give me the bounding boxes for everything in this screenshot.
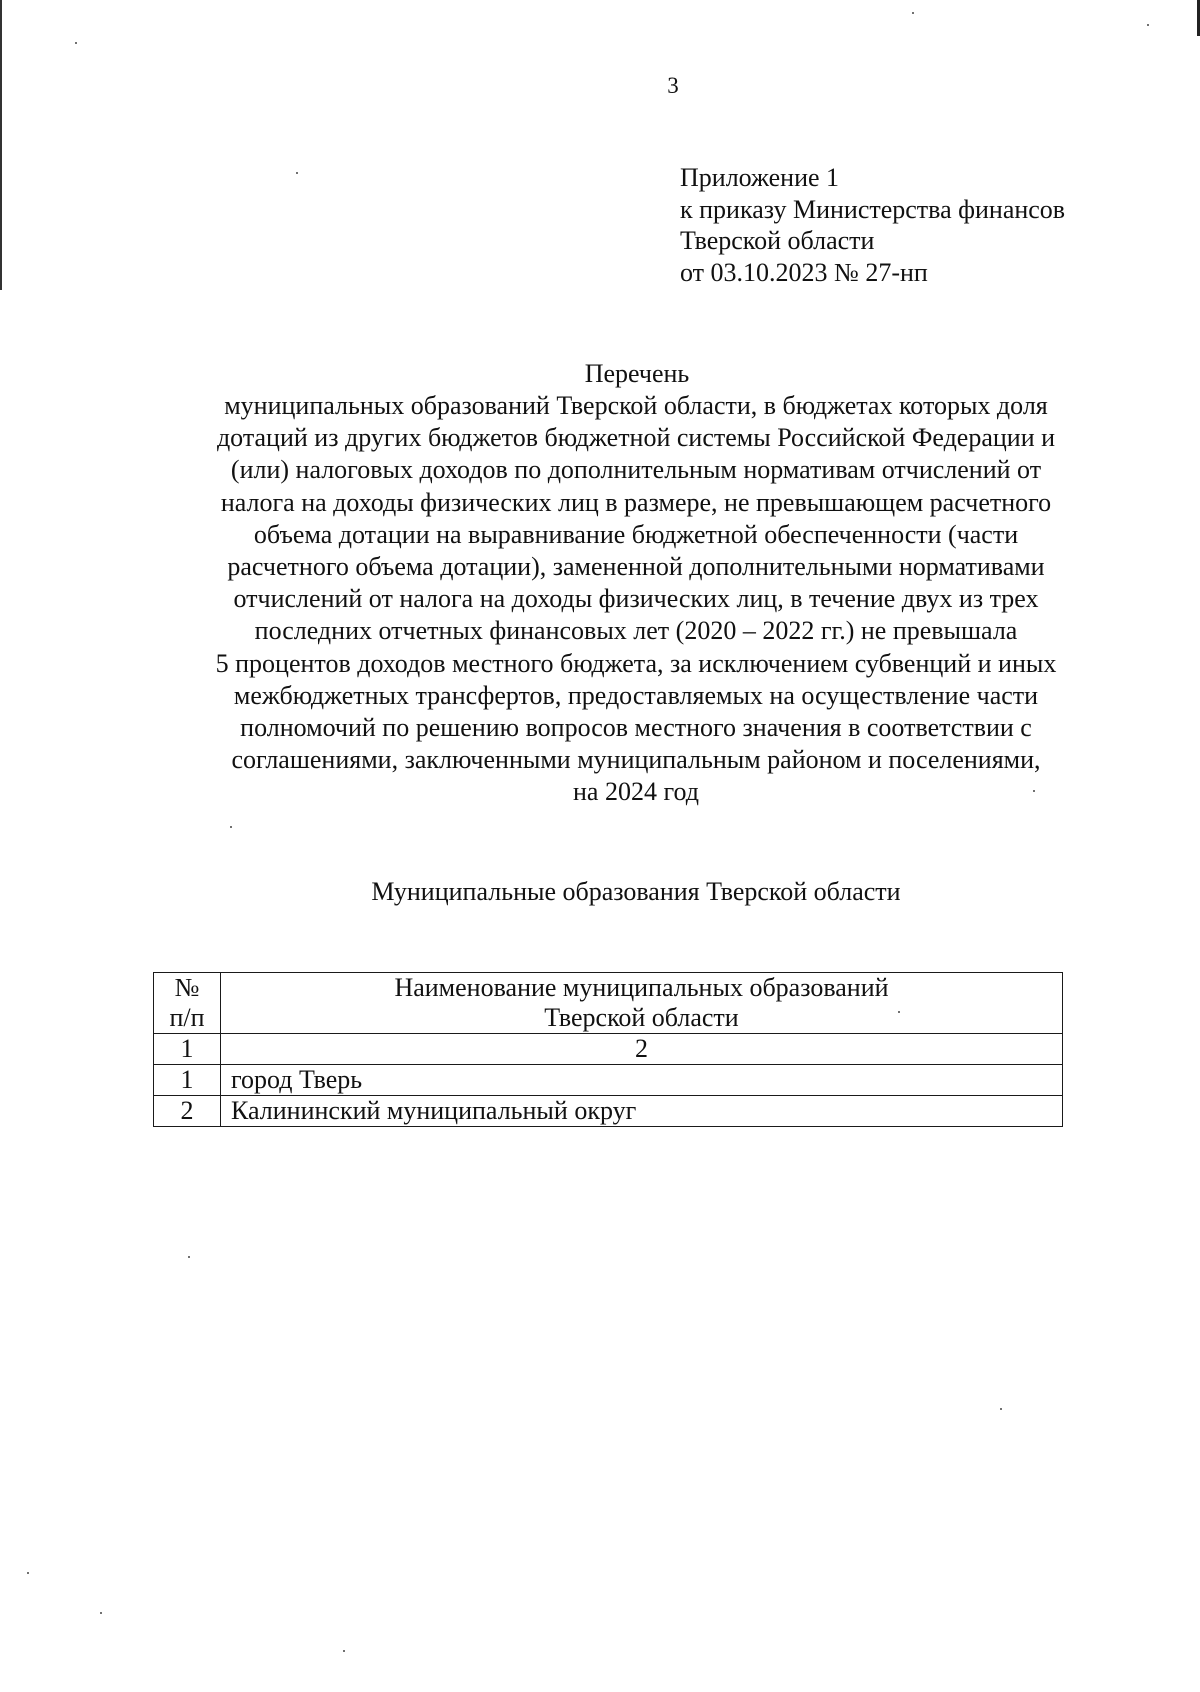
heading-line: дотаций из других бюджетов бюджетной системы Российской Федерации и bbox=[216, 423, 1056, 453]
header-num-line: № bbox=[174, 973, 200, 1002]
table-row bbox=[154, 1065, 1063, 1096]
row-num-cell: 1 bbox=[154, 1065, 221, 1096]
scan-speck bbox=[1000, 1408, 1002, 1410]
heading-line: полномочий по решению вопросов местного значения в соответствии с bbox=[240, 713, 1032, 743]
header-num-cell bbox=[154, 973, 221, 1034]
heading-line: налога на доходы физических лиц в размере, не превышающем расчетного bbox=[220, 487, 1052, 517]
scan-speck bbox=[912, 12, 914, 14]
scan-speck bbox=[27, 1572, 29, 1574]
header-name-line: Тверской области bbox=[544, 1003, 739, 1032]
heading-line: (или) налоговых доходов по дополнительным нормативам отчислений от bbox=[230, 455, 1042, 485]
appendix-line: от 03.10.2023 № 27-нп bbox=[680, 257, 928, 287]
appendix-line: Приложение 1 bbox=[680, 163, 840, 192]
scan-left-edge bbox=[0, 0, 2, 290]
scan-speck bbox=[188, 1256, 190, 1258]
list-title: Перечень bbox=[584, 359, 690, 388]
heading-line: последних отчетных финансовых лет (2020 – 2022 гг.) не превышала bbox=[254, 616, 1018, 646]
header-name-line: Наименование муниципальных образований bbox=[394, 973, 889, 1002]
scan-speck bbox=[343, 1650, 345, 1652]
heading-line: 5 процентов доходов местного бюджета, за исключением субвенций и иных bbox=[215, 648, 1057, 678]
scan-speck bbox=[1033, 790, 1035, 792]
header-name-cell bbox=[221, 973, 1063, 1034]
heading-line: отчислений от налога на доходы физических лиц, в течение двух из трех bbox=[233, 584, 1039, 614]
row-name-cell: город Тверь bbox=[221, 1065, 1063, 1096]
scan-speck bbox=[296, 172, 298, 174]
index-name-cell: 2 bbox=[221, 1034, 1063, 1065]
table-row bbox=[154, 1096, 1063, 1127]
row-name-cell: Калининский муниципальный округ bbox=[221, 1096, 1063, 1127]
row-num-cell: 2 bbox=[154, 1096, 221, 1127]
table-index-row bbox=[154, 1034, 1063, 1065]
heading-line: объема дотации на выравнивание бюджетной обеспеченности (части bbox=[253, 519, 1019, 549]
appendix-line: Тверской области bbox=[680, 226, 875, 255]
municipalities-table bbox=[153, 972, 1063, 1127]
table-header-row bbox=[154, 973, 1063, 1034]
document-heading bbox=[160, 390, 1112, 809]
heading-line: на 2024 год bbox=[573, 777, 699, 807]
scan-speck bbox=[100, 1612, 102, 1614]
page-number: 3 bbox=[667, 73, 679, 98]
index-num-cell: 1 bbox=[154, 1034, 221, 1065]
scan-speck bbox=[1147, 24, 1149, 26]
scan-speck bbox=[230, 826, 232, 828]
scan-speck bbox=[75, 42, 77, 44]
heading-line: соглашениями, заключенными муниципальным районом и поселениями, bbox=[231, 745, 1041, 775]
scan-speck bbox=[898, 1011, 900, 1013]
heading-line: межбюджетных трансфертов, предоставляемых на осуществление части bbox=[233, 680, 1039, 710]
appendix-block bbox=[680, 162, 1065, 288]
heading-line: муниципальных образований Тверской области, в бюджетах которых доля bbox=[224, 391, 1048, 420]
header-num-line: п/п bbox=[169, 1003, 205, 1032]
heading-line: расчетного объема дотации), замененной дополнительными нормативами bbox=[227, 552, 1045, 582]
appendix-line: к приказу Министерства финансов bbox=[680, 194, 1066, 224]
table-subtitle: Муниципальные образования Тверской области bbox=[371, 877, 901, 906]
